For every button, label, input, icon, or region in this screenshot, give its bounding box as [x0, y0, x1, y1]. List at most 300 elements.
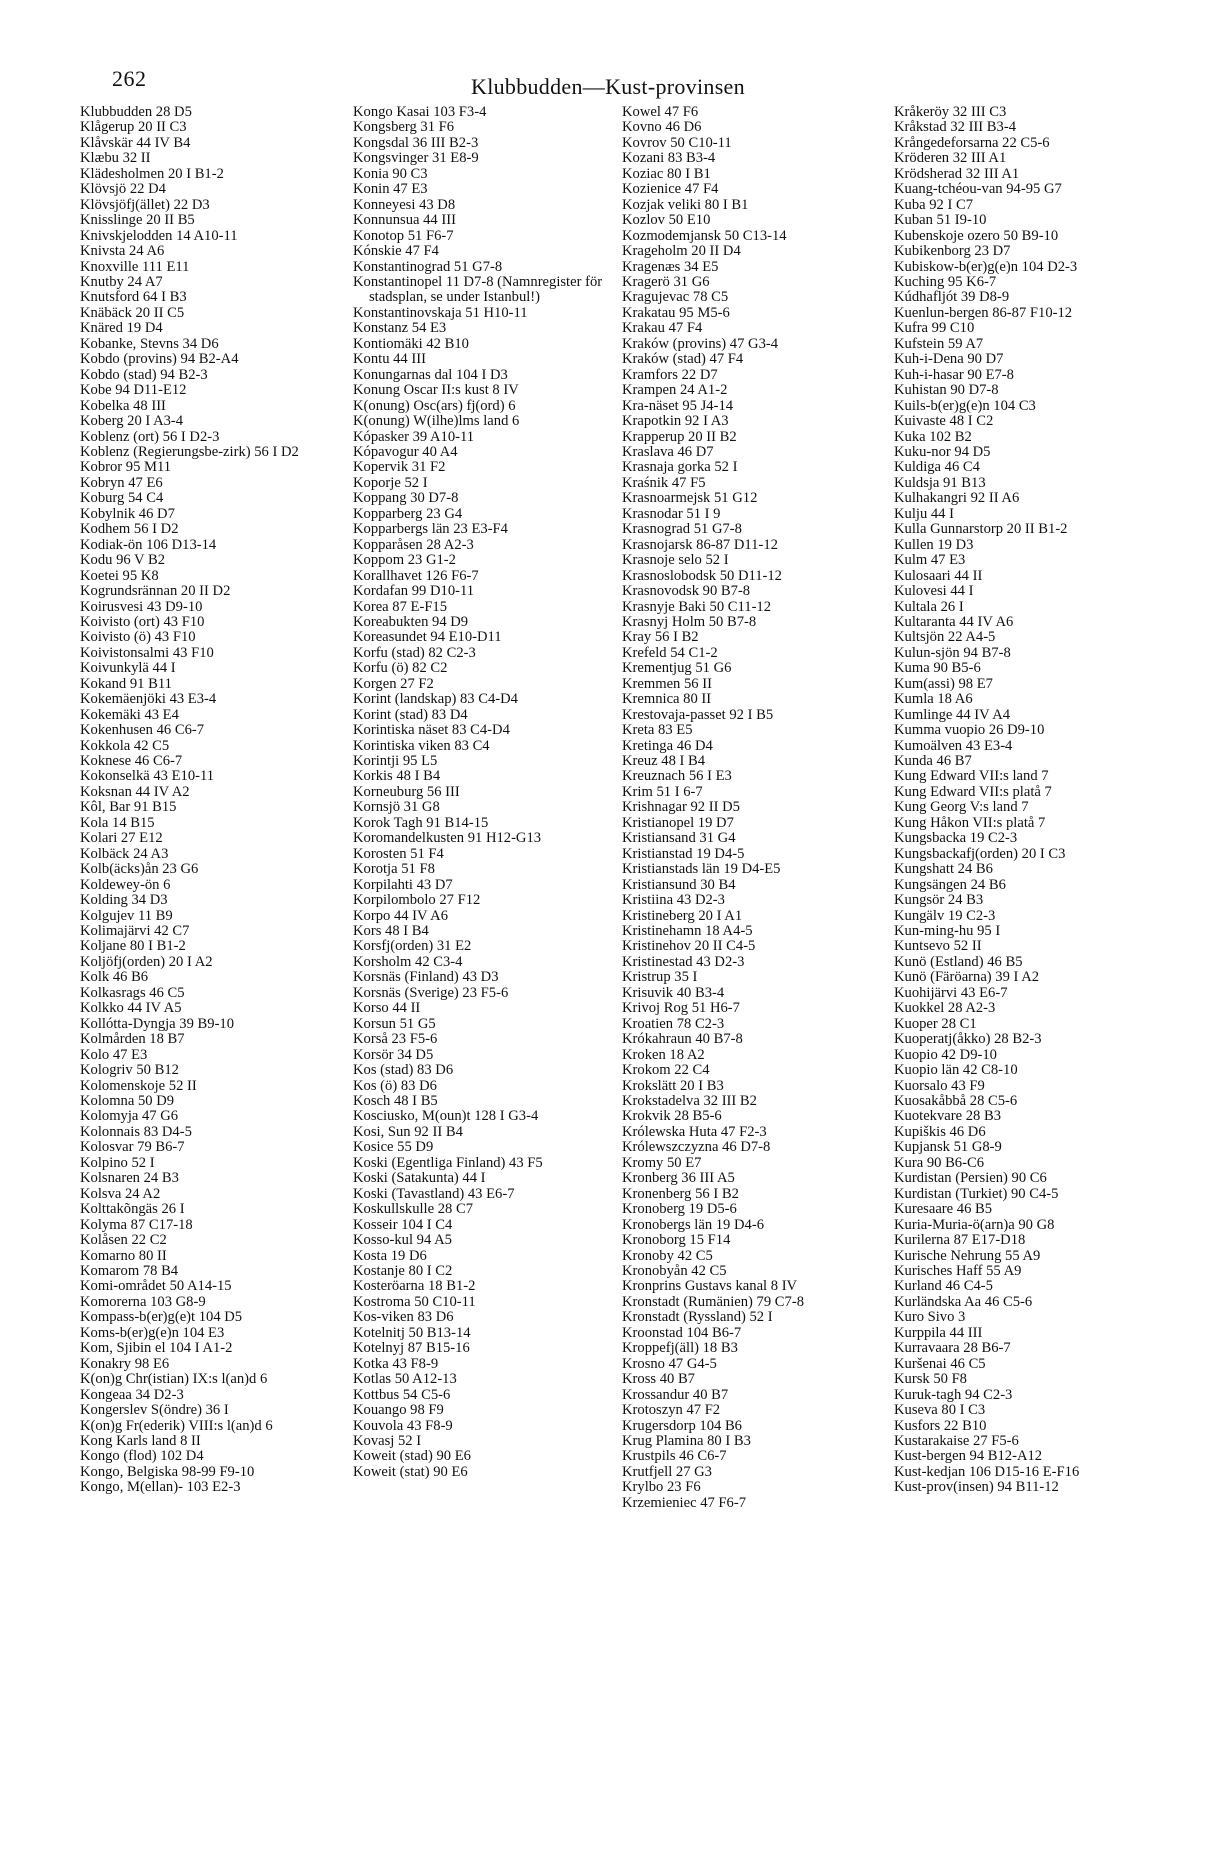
- index-entry: Krakau 47 F4: [622, 320, 703, 337]
- index-entry: Kodhem 56 I D2: [80, 521, 179, 538]
- index-entry: Kust-bergen 94 B12-A12: [894, 1448, 1043, 1465]
- index-entry: Kun-ming-hu 95 I: [894, 923, 1001, 940]
- index-entry: Kongo, M(ellan)- 103 E2-3: [80, 1479, 241, 1496]
- index-entry: Kråkstad 32 III B3-4: [894, 119, 1016, 136]
- index-entry: Kufstein 59 A7: [894, 335, 984, 352]
- index-entry: Korintji 95 L5: [353, 753, 438, 770]
- index-entry: Kraków (provins) 47 G3-4: [622, 335, 779, 352]
- index-entry: Krishnagar 92 II D5: [622, 799, 740, 816]
- index-entry: Kreuznach 56 I E3: [622, 768, 732, 785]
- index-entry: Kung Håkon VII:s platå 7: [894, 814, 1046, 831]
- index-entry: Kungsbacka 19 C2-3: [894, 830, 1018, 847]
- index-entry: Kolkasrags 46 C5: [80, 984, 185, 1001]
- index-entry: Kulovesi 44 I: [894, 583, 974, 600]
- index-entry: Kolomyja 47 G6: [80, 1108, 179, 1125]
- index-entry: Kouvola 43 F8-9: [353, 1417, 453, 1434]
- index-entry: Konotop 51 F6-7: [353, 227, 454, 244]
- index-entry: Knäbäck 20 II C5: [80, 304, 185, 321]
- index-entry: Kubikenborg 23 D7: [894, 243, 1011, 260]
- index-entry: Kunda 46 B7: [894, 753, 972, 770]
- index-entry: Kongo, Belgiska 98-99 F9-10: [80, 1463, 255, 1480]
- index-entry: Kolgujev 11 B9: [80, 907, 173, 924]
- index-entry: Kornsjö 31 G8: [353, 799, 440, 816]
- index-entry: Kozani 83 B3-4: [622, 150, 716, 167]
- index-entry: Kungshatt 24 B6: [894, 861, 993, 878]
- index-entry: Kolbäck 24 A3: [80, 845, 169, 862]
- index-entry: Koreasundet 94 E10-D11: [353, 629, 502, 646]
- index-entry: Kúdhafljót 39 D8-9: [894, 289, 1010, 306]
- index-entry: Kurland 46 C4-5: [894, 1278, 993, 1295]
- index-entry: Knutby 24 A7: [80, 273, 163, 290]
- index-entry: Kuba 92 I C7: [894, 196, 974, 213]
- index-entry: Koromandelkusten 91 H12-G13: [353, 830, 542, 847]
- index-entry: Korallhavet 126 F6-7: [353, 567, 479, 584]
- index-entry: Kumoälven 43 E3-4: [894, 737, 1013, 754]
- index-entry: Komarom 78 B4: [80, 1262, 179, 1279]
- index-entry: Kópavogur 40 A4: [353, 443, 458, 460]
- index-entry: Krokslätt 20 I B3: [622, 1077, 724, 1094]
- index-entry: Kologriv 50 B12: [80, 1062, 179, 1079]
- index-entry: Kurische Nehrung 55 A9: [894, 1247, 1041, 1264]
- index-entry: Kraków (stad) 47 F4: [622, 351, 744, 368]
- index-entry: Koskullskulle 28 C7: [353, 1201, 473, 1218]
- index-entry: Krug Plamina 80 I B3: [622, 1432, 751, 1449]
- index-entry: Kulm 47 E3: [894, 552, 966, 569]
- index-entry: Klubbudden 28 D5: [80, 104, 192, 120]
- index-entry: Kolsva 24 A2: [80, 1185, 161, 1202]
- index-entry: Kozienice 47 F4: [622, 181, 719, 198]
- index-entry: Korkis 48 I B4: [353, 768, 441, 785]
- index-entry: Kobelka 48 III: [80, 397, 166, 414]
- index-column-2: [353, 105, 621, 1480]
- index-entry: Kokemäki 43 E4: [80, 706, 179, 723]
- index-entry: Kumla 18 A6: [894, 691, 973, 708]
- index-entry: Komi-området 50 A14-15: [80, 1278, 232, 1295]
- index-entry: Kolpino 52 I: [80, 1154, 155, 1171]
- index-entry: Kungsbackafj(orden) 20 I C3: [894, 845, 1066, 862]
- index-entry: Kragerö 31 G6: [622, 273, 710, 290]
- index-entry: Kristianstad 19 D4-5: [622, 845, 745, 862]
- index-entry: Kónskie 47 F4: [353, 243, 439, 260]
- index-entry: Kuldsja 91 B13: [894, 474, 986, 491]
- index-entry: Korfu (ö) 82 C2: [353, 660, 448, 677]
- index-entry: Krutfjell 27 G3: [622, 1463, 712, 1480]
- index-entry: Kópasker 39 A10-11: [353, 428, 475, 445]
- index-entry: Kungälv 19 C2-3: [894, 907, 996, 924]
- index-entry: Korsnäs (Sverige) 23 F5-6: [353, 984, 509, 1001]
- index-entry: Kuohijärvi 43 E6-7: [894, 984, 1008, 1001]
- index-entry: Koski (Satakunta) 44 I: [353, 1170, 486, 1187]
- index-entry: Kovno 46 D6: [622, 119, 702, 136]
- index-entry: Kroppefj(äll) 18 B3: [622, 1340, 738, 1357]
- index-entry: Kom, Sjibin el 104 I A1-2: [80, 1340, 233, 1357]
- index-entry: Kosi, Sun 92 II B4: [353, 1123, 463, 1140]
- index-entry: Kultala 26 I: [894, 598, 964, 615]
- index-entry: Kuh-i-hasar 90 E7-8: [894, 366, 1014, 383]
- index-entry: Kosciusko, M(oun)t 128 I G3-4: [353, 1108, 539, 1125]
- index-entry: Kristinehamn 18 A4-5: [622, 923, 753, 940]
- index-entry: Kurravaara 28 B6-7: [894, 1340, 1011, 1357]
- index-column-3: [622, 105, 890, 1511]
- index-entry: Koksnan 44 IV A2: [80, 783, 190, 800]
- index-entry: Kultaranta 44 IV A6: [894, 613, 1014, 630]
- index-entry: Kuopio 42 D9-10: [894, 1046, 997, 1063]
- index-entry: Kuršenai 46 C5: [894, 1355, 986, 1372]
- index-entry: Kurppila 44 III: [894, 1324, 983, 1341]
- index-entry: Kumma vuopio 26 D9-10: [894, 722, 1045, 739]
- index-entry: Knivskjelodden 14 A10-11: [80, 227, 238, 244]
- index-entry: Korintiska viken 83 C4: [353, 737, 490, 754]
- index-entry: Kuoperatj(åkko) 28 B2-3: [894, 1031, 1042, 1048]
- index-entry: Kristiina 43 D2-3: [622, 892, 725, 909]
- index-entry: Kraslava 46 D7: [622, 443, 714, 460]
- index-entry: Kramfors 22 D7: [622, 366, 718, 383]
- index-entry: Koppang 30 D7-8: [353, 490, 459, 507]
- index-entry: Kurdistan (Persien) 90 C6: [894, 1170, 1047, 1187]
- index-entry: Kultsjön 22 A4-5: [894, 629, 996, 646]
- index-entry: Kuils-b(er)g(e)n 104 C3: [894, 397, 1036, 414]
- index-entry: Konstantinovskaja 51 H10-11: [353, 304, 528, 321]
- index-entry: Korsfj(orden) 31 E2: [353, 938, 472, 955]
- index-entry: Koski (Egentliga Finland) 43 F5: [353, 1154, 543, 1171]
- index-entry: Kuldiga 46 C4: [894, 459, 980, 476]
- index-entry: Koivistonsalmi 43 F10: [80, 644, 214, 661]
- index-entry: Kristiansund 30 B4: [622, 876, 736, 893]
- index-entry: Kristiansand 31 G4: [622, 830, 736, 847]
- index-entry: Koski (Tavastland) 43 E6-7: [353, 1185, 515, 1202]
- index-entry: Kokkola 42 C5: [80, 737, 170, 754]
- page-number: 262: [112, 66, 147, 91]
- index-entry: Kristianopel 19 D7: [622, 814, 734, 831]
- index-entry: Kustarakaise 27 F5-6: [894, 1432, 1019, 1449]
- index-entry: Kosta 19 D6: [353, 1247, 427, 1264]
- index-entry: Koweit (stad) 90 E6: [353, 1448, 471, 1465]
- index-entry: Knutsford 64 I B3: [80, 289, 187, 306]
- index-entry: Krasnyje Baki 50 C11-12: [622, 598, 772, 615]
- index-entry: Kurdistan (Turkiet) 90 C4-5: [894, 1185, 1059, 1202]
- index-entry: Krzemieniec 47 F6-7: [622, 1494, 747, 1511]
- index-entry: Kråkeröy 32 III C3: [894, 104, 1007, 120]
- index-entry: Korint (landskap) 83 C4-D4: [353, 691, 518, 708]
- index-entry: Kolk 46 B6: [80, 969, 149, 986]
- index-entry: Kottbus 54 C5-6: [353, 1386, 451, 1403]
- index-entry: Kupiškis 46 D6: [894, 1123, 986, 1140]
- index-entry: Kuokkel 28 A2-3: [894, 1000, 996, 1017]
- index-entry: Kronstadt (Ryssland) 52 I: [622, 1309, 773, 1326]
- index-entry: Koivisto (ö) 43 F10: [80, 629, 196, 646]
- index-entry: Konia 90 C3: [353, 165, 428, 182]
- index-entry: Korso 44 II: [353, 1000, 421, 1017]
- index-entry: Knivsta 24 A6: [80, 243, 165, 260]
- index-entry: Kozjak veliki 80 I B1: [622, 196, 749, 213]
- index-entry: Koporje 52 I: [353, 474, 428, 491]
- index-entry: Kust-kedjan 106 D15-16 E-F16: [894, 1463, 1080, 1480]
- index-entry: Krivoj Rog 51 H6-7: [622, 1000, 740, 1017]
- index-entry: Kuro Sivo 3: [894, 1309, 966, 1326]
- index-entry: Kronprins Gustavs kanal 8 IV: [622, 1278, 798, 1295]
- index-entry: Konnunsua 44 III: [353, 212, 456, 229]
- index-entry: Kokand 91 B11: [80, 675, 172, 692]
- index-entry: Kokenhusen 46 C6-7: [80, 722, 205, 739]
- index-entry: Kosso-kul 94 A5: [353, 1232, 452, 1249]
- index-entry: Korsör 34 D5: [353, 1046, 434, 1063]
- index-entry: Krödsherad 32 III A1: [894, 165, 1020, 182]
- index-entry: Kulun-sjön 94 B7-8: [894, 644, 1011, 661]
- index-entry: Kodu 96 V B2: [80, 552, 166, 569]
- index-entry: Kursk 50 F8: [894, 1371, 967, 1388]
- index-entry: Komorerna 103 G8-9: [80, 1293, 206, 1310]
- index-entry: Kotelnyj 87 B15-16: [353, 1340, 470, 1357]
- running-head: Klubbudden—Kust-provinsen: [471, 74, 745, 99]
- index-entry: Krokstadelva 32 III B2: [622, 1093, 757, 1109]
- index-entry: Krasnoarmejsk 51 G12: [622, 490, 758, 507]
- index-entry: Kolo 47 E3: [80, 1046, 148, 1063]
- index-entry: Krotoszyn 47 F2: [622, 1402, 721, 1419]
- index-entry: Kuivaste 48 I C2: [894, 413, 994, 430]
- index-entry: Kouango 98 F9: [353, 1402, 444, 1419]
- index-entry: Kongsvinger 31 E8-9: [353, 150, 479, 167]
- index-entry: Koljane 80 I B1-2: [80, 938, 186, 955]
- index-entry: Korintiska näset 83 C4-D4: [353, 722, 510, 739]
- index-entry: Krapotkin 92 I A3: [622, 413, 729, 430]
- index-entry: Krisuvik 40 B3-4: [622, 984, 725, 1001]
- index-entry: Kolåsen 22 C2: [80, 1232, 167, 1249]
- index-entry: Konstantinograd 51 G7-8: [353, 258, 503, 275]
- index-entry: Kuma 90 B5-6: [894, 660, 981, 677]
- index-entry: Kolttakõngäs 26 I: [80, 1201, 185, 1218]
- index-entry: Kors 48 I B4: [353, 923, 429, 940]
- index-entry: Konung Oscar II:s kust 8 IV: [353, 382, 519, 399]
- index-entry: Koblenz (ort) 56 I D2-3: [80, 428, 220, 445]
- index-entry: Klågerup 20 II C3: [80, 119, 187, 136]
- index-entry: Krossandur 40 B7: [622, 1386, 729, 1403]
- index-entry: Kuorsalo 43 F9: [894, 1077, 985, 1094]
- index-entry: Korfu (stad) 82 C2-3: [353, 644, 476, 661]
- index-entry: Kollótta-Dyngja 39 B9-10: [80, 1015, 235, 1032]
- index-entry: Kra-näset 95 J4-14: [622, 397, 734, 414]
- index-entry: Krasnodar 51 I 9: [622, 505, 721, 522]
- index-entry: Kolmården 18 B7: [80, 1031, 185, 1048]
- index-entry: Kronobyån 42 C5: [622, 1262, 727, 1279]
- index-entry: Krókahraun 40 B7-8: [622, 1031, 743, 1048]
- index-entry: Kolomenskoje 52 II: [80, 1077, 197, 1094]
- index-entry: Kobryn 47 E6: [80, 474, 163, 491]
- index-entry: Kulhakangri 92 II A6: [894, 490, 1020, 507]
- index-entry: Krasnoje selo 52 I: [622, 552, 729, 569]
- index-entry: Koknese 46 C6-7: [80, 753, 183, 770]
- index-entry: Krestovaja-passet 92 I B5: [622, 706, 774, 723]
- index-entry: Korneuburg 56 III: [353, 783, 460, 800]
- index-entry: Kostroma 50 C10-11: [353, 1293, 476, 1310]
- index-entry: Kuoper 28 C1: [894, 1015, 977, 1032]
- index-entry: Kuresaare 46 B5: [894, 1201, 993, 1218]
- index-column-1: [80, 105, 348, 1496]
- index-entry: Kuban 51 I9-10: [894, 212, 987, 229]
- index-entry: Kuntsevo 52 II: [894, 938, 982, 955]
- index-entry: Kristrup 35 I: [622, 969, 698, 986]
- index-entry: Konungarnas dal 104 I D3: [353, 366, 508, 383]
- index-entry: Krokom 22 C4: [622, 1062, 710, 1079]
- index-entry: Kromy 50 E7: [622, 1154, 702, 1171]
- index-entry: Kompass-b(er)g(e)t 104 D5: [80, 1309, 243, 1326]
- index-entry: Kum(assi) 98 E7: [894, 675, 993, 692]
- index-entry: Kragujevac 78 C5: [622, 289, 729, 306]
- index-entry: Kuh-i-Dena 90 D7: [894, 351, 1004, 368]
- index-entry: Kung Edward VII:s land 7: [894, 768, 1049, 785]
- index-entry: Krampen 24 A1-2: [622, 382, 728, 399]
- index-entry: Koivunkylä 44 I: [80, 660, 176, 677]
- index-entry: Krasnovodsk 90 B7-8: [622, 583, 751, 600]
- index-entry: Kosseir 104 I C4: [353, 1216, 453, 1233]
- index-entry: Kuosakåbbå 28 C5-6: [894, 1093, 1018, 1109]
- index-entry: Knoxville 111 E11: [80, 258, 190, 275]
- index-entry: Kongsberg 31 F6: [353, 119, 455, 136]
- index-entry: Kuang-tchéou-van 94-95 G7: [894, 181, 1062, 198]
- index-entry: Kotlas 50 A12-13: [353, 1371, 457, 1388]
- index-entry: Komarno 80 II: [80, 1247, 167, 1264]
- index-entry: Kulla Gunnarstorp 20 II B1-2: [894, 521, 1068, 538]
- index-entry: Koreabukten 94 D9: [353, 613, 469, 630]
- index-entry: Koberg 20 I A3-4: [80, 413, 184, 430]
- index-entry: Kronberg 36 III A5: [622, 1170, 735, 1187]
- index-entry: Kopervik 31 F2: [353, 459, 446, 476]
- index-entry: Kremmen 56 II: [622, 675, 712, 692]
- index-entry: Kongerslev S(öndre) 36 I: [80, 1402, 229, 1419]
- index-entry: Koziac 80 I B1: [622, 165, 711, 182]
- index-entry: Kronoborg 15 F14: [622, 1232, 731, 1249]
- index-entry: Kurländska Aa 46 C5-6: [894, 1293, 1033, 1310]
- index-entry: Krylbo 23 F6: [622, 1479, 701, 1496]
- index-entry: Kronoberg 19 D5-6: [622, 1201, 737, 1218]
- index-entry: Kuruk-tagh 94 C2-3: [894, 1386, 1013, 1403]
- index-entry: Kostanje 80 I C2: [353, 1262, 453, 1279]
- index-entry: Kosteröarna 18 B1-2: [353, 1278, 476, 1295]
- index-entry: Kolosvar 79 B6-7: [80, 1139, 185, 1156]
- index-entry: Kragenæs 34 E5: [622, 258, 719, 275]
- index-entry: Kristineberg 20 I A1: [622, 907, 743, 924]
- index-entry: K(onung) Osc(ars) fj(ord) 6: [353, 397, 516, 414]
- index-entry: Klädesholmen 20 I B1-2: [80, 165, 224, 182]
- index-entry: Knisslinge 20 II B5: [80, 212, 195, 229]
- index-entry: Kos (stad) 83 D6: [353, 1062, 454, 1079]
- index-entry: Krageholm 20 II D4: [622, 243, 741, 260]
- index-entry: Kosice 55 D9: [353, 1139, 434, 1156]
- index-entry: Koppom 23 G1-2: [353, 552, 456, 569]
- index-entry: Krasnojarsk 86-87 D11-12: [622, 536, 778, 553]
- index-entry: Koms-b(er)g(e)n 104 E3: [80, 1324, 225, 1341]
- index-entry: Krustpils 46 C6-7: [622, 1448, 727, 1465]
- index-entry: Kurisches Haff 55 A9: [894, 1262, 1022, 1279]
- index-entry: Korgen 27 F2: [353, 675, 434, 692]
- index-entry: Kotelnitj 50 B13-14: [353, 1324, 471, 1341]
- index-entry: Królewszczyzna 46 D7-8: [622, 1139, 771, 1156]
- index-entry: Kubiskow-b(er)g(e)n 104 D2-3: [894, 258, 1078, 275]
- index-entry: Kuka 102 B2: [894, 428, 972, 445]
- index-entry: Kongeaa 34 D2-3: [80, 1386, 184, 1403]
- index-entry: Kusfors 22 B10: [894, 1417, 987, 1434]
- index-entry: Kopparberg 23 G4: [353, 505, 463, 522]
- index-entry: Kullen 19 D3: [894, 536, 974, 553]
- index-entry: Kobror 95 M11: [80, 459, 172, 476]
- index-entry: K(onung) W(ilhe)lms land 6: [353, 413, 520, 430]
- index-entry: Kura 90 B6-C6: [894, 1154, 984, 1171]
- index-entry: Kola 14 B15: [80, 814, 155, 831]
- index-entry: Korså 23 F5-6: [353, 1031, 438, 1048]
- index-entry: Kroken 18 A2: [622, 1046, 705, 1063]
- index-entry: Kolb(äcks)ån 23 G6: [80, 861, 199, 878]
- index-entry: Kroatien 78 C2-3: [622, 1015, 725, 1032]
- index-entry: Kolding 34 D3: [80, 892, 168, 909]
- index-entry: Kolomna 50 D9: [80, 1093, 175, 1109]
- index-entry: Kosch 48 I B5: [353, 1093, 438, 1109]
- index-column-4: [894, 105, 1162, 1496]
- index-entry: Kung Edward VII:s platå 7: [894, 783, 1052, 800]
- index-entry: Konstanz 54 E3: [353, 320, 447, 337]
- index-entry: Kraśnik 47 F5: [622, 474, 706, 491]
- index-entry: Kolimajärvi 42 C7: [80, 923, 190, 940]
- index-entry: Kokonselkä 43 E10-11: [80, 768, 215, 785]
- index-entry: Kodiak-ön 106 D13-14: [80, 536, 217, 553]
- index-entry: Kronoby 42 C5: [622, 1247, 713, 1264]
- index-entry: Kong Karls land 8 II: [80, 1432, 201, 1449]
- index-entry: Kos (ö) 83 D6: [353, 1077, 437, 1094]
- index-entry: Kobdo (provins) 94 B2-A4: [80, 351, 239, 368]
- index-entry: Koburg 54 C4: [80, 490, 164, 507]
- index-entry: Konstantinopel 11 D7-8 (Namnregister för stadsplan, se under Istanbul!): [353, 273, 603, 306]
- index-entry: Knäred 19 D4: [80, 320, 163, 337]
- index-entry: Klæbu 32 II: [80, 150, 151, 167]
- index-entry: Klövsjöfj(ället) 22 D3: [80, 196, 210, 213]
- index-entry: Kongsdal 36 III B2-3: [353, 134, 479, 151]
- index-entry: Królewska Huta 47 F2-3: [622, 1123, 767, 1140]
- index-entry: Kolyma 87 C17-18: [80, 1216, 193, 1233]
- index-entry: Kreta 83 E5: [622, 722, 693, 739]
- index-entry: Kolkko 44 IV A5: [80, 1000, 182, 1017]
- index-entry: Kuseva 80 I C3: [894, 1402, 986, 1419]
- index-entry: Kuching 95 K6-7: [894, 273, 997, 290]
- index-entry: Kolari 27 E12: [80, 830, 163, 847]
- index-entry: Kumlinge 44 IV A4: [894, 706, 1011, 723]
- index-entry: Kroonstad 104 B6-7: [622, 1324, 742, 1341]
- index-entry: Konin 47 E3: [353, 181, 428, 198]
- index-entry: K(on)g Chr(istian) IX:s l(an)d 6: [80, 1371, 268, 1388]
- index-entry: Kowel 47 F6: [622, 104, 699, 120]
- index-entry: Korosten 51 F4: [353, 845, 444, 862]
- index-entry: Krim 51 I 6-7: [622, 783, 703, 800]
- index-entry: Kuku-nor 94 D5: [894, 443, 991, 460]
- index-entry: Korsun 51 G5: [353, 1015, 436, 1032]
- index-entry: Kristianstads län 19 D4-E5: [622, 861, 781, 878]
- index-entry: Kolsnaren 24 B3: [80, 1170, 179, 1187]
- index-entry: Kronobergs län 19 D4-6: [622, 1216, 764, 1233]
- index-entry: Kobdo (stad) 94 B2-3: [80, 366, 208, 383]
- index-entry: Kray 56 I B2: [622, 629, 699, 646]
- index-entry: Kulju 44 I: [894, 505, 954, 522]
- index-entry: Krugersdorp 104 B6: [622, 1417, 742, 1434]
- index-entry: K(on)g Fr(ederik) VIII:s l(an)d 6: [80, 1417, 273, 1434]
- index-entry: Konakry 98 E6: [80, 1355, 170, 1372]
- index-entry: Kross 40 B7: [622, 1371, 695, 1388]
- index-entry: Krokvik 28 B5-6: [622, 1108, 722, 1125]
- index-entry: Kuopio län 42 C8-10: [894, 1062, 1018, 1079]
- index-entry: Kungsör 24 B3: [894, 892, 984, 909]
- index-entry: Korpilahti 43 D7: [353, 876, 453, 893]
- index-entry: Krosno 47 G4-5: [622, 1355, 717, 1372]
- index-entry: Krementjug 51 G6: [622, 660, 732, 677]
- index-entry: Kunö (Estland) 46 B5: [894, 953, 1023, 970]
- index-entry: Kuenlun-bergen 86-87 F10-12: [894, 304, 1073, 321]
- index-entry: Koldewey-ön 6: [80, 876, 171, 893]
